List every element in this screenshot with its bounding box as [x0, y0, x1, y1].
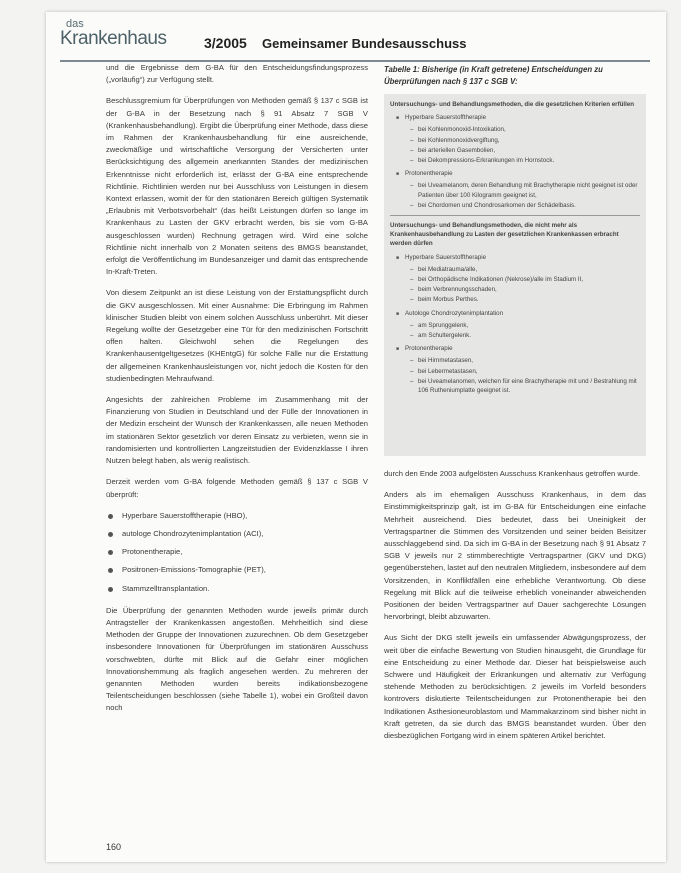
table-item: – bei Uveamelanom, deren Behandlung mit Brachytherapie nicht geeignet ist oder Patienten über 100 Kilogramm geeignet ist,: [410, 181, 640, 199]
page-number: 160: [106, 842, 122, 852]
list-item: Stammzelltransplantation.: [106, 583, 368, 595]
paragraph: Von diesem Zeitpunkt an ist diese Leistung von der Erstattungspflicht durch die GKV ausgeschlossen. Mit einer Ausnahme: Die Erbringung im Rahmen klinischer Studien bleibt von einem solchen Ausschluss unberührt. Mit dieser Regelung wollte der Gesetzgeber eine Tür für den medizinischen Fortschritt offen halten. Gleichwohl sehen die Regelungen des Krankenhausentgeltgesetzes (KHEntgG) für solche Fälle nur die Erstattung der allgemeinen Krankenhausleistungen vor, nicht jedoch die Kosten für den studienbedingten Mehraufwand.: [106, 288, 368, 383]
journal-logo-prefix: das: [66, 18, 84, 30]
table-group-name: ■ Hyperbare Sauerstofftherapie: [396, 113, 640, 123]
section-title: Gemeinsamer Bundesausschuss: [262, 36, 467, 51]
table-item: – beim Verbrennungsschaden,: [410, 285, 640, 294]
table-section-heading: Untersuchungs- und Behandlungsmethoden, die die gesetzlichen Kriterien erfüllen: [390, 101, 635, 108]
table-item: – bei Lebermetastasen,: [410, 367, 640, 376]
paragraph: durch den Ende 2003 aufgelösten Ausschuss Krankenhaus getroffen wurde.: [384, 469, 641, 478]
methods-list: [106, 510, 368, 595]
table-item: – beim Morbus Perthes.: [410, 295, 640, 304]
table-item: – bei Chordomen und Chondrosarkomen der Schädelbasis.: [410, 201, 640, 210]
table-item: – bei Orthopädische Indikationen (Nekrose)/alle im Stadium II,: [410, 275, 640, 284]
list-item: Positronen-Emissions-Tomographie (PET),: [106, 564, 368, 576]
left-column: [106, 62, 368, 724]
issue-number: 3/2005: [204, 35, 247, 51]
page-header: [60, 18, 660, 66]
paragraph: Beschlussgremium für Überprüfungen von Methoden gemäß § 137 c SGB ist der G-BA in der Besetzung nach § 91 Absatz 7 SGB V (Krankenhausbehandlung). Ergibt die Überprüfung einer Methode, dass diese im Rahmen der Krankenhausbehandlung für eine ausreichende, zweckmäßige und wirtschaftliche Versorgung der Versicherten unter Berücksichtigung des allgemein anerkannten Standes der medizinischen Erkenntnisse nicht erforderlich ist, erlässt der G-BA eine entsprechende Richtlinie. Richtlinien werden nur bei Ausschluss von Leistungen in diesem Kontext erlassen, womit der für den stationären Bereich gültigen Systematik „Erlaubnis mit Verbotsvorbehalt“ (das heißt Leistungen dürfen so lange im Krankenhaus zu Lasten der GKV erbracht werden, bis sie vom G-BA ausgeschlossen wurden) Rechnung getragen wird. Wird eine solche Richtlinie nicht innerhalb von 2 Monaten seitens des BMGS beanstandet, erfolgt die Veröffentlichung im Bundesanzeiger und damit das entsprechende In-Kraft-Treten.: [106, 96, 368, 277]
list-item: Hyperbare Sauerstofftherapie (HBO),: [106, 510, 368, 522]
table-group-list: [410, 265, 640, 305]
table-group-list: [410, 125, 640, 165]
table-item: – bei Dekompressions-Erkrankungen im Hornstock.: [410, 156, 640, 165]
paragraph: Die Überprüfung der genannten Methoden wurde jeweils primär durch Antragsteller der Krankenkassen angestoßen. Mehrheitlich sind diese Methoden der Gruppe der Innovationen zuzurechnen. Ob dem Gesetzgeber insbesondere Innovationen für Überprüfungen im stationären Ausschuss vorschwebten, dürfte mit Blick auf die Gefahr einer möglichen Innovationshemmung als fraglich angesehen werden. Zu mehreren der genannten Methoden wurden bereits indikationsbezogene Teilentscheidungen beschlossen (siehe Tabelle 1), wobei ein Großteil davon noch: [106, 605, 368, 713]
table-group-list: [410, 356, 640, 395]
table-item: – bei Kohlenmonoxid-Intoxikation,: [410, 125, 640, 134]
table-group-name: ■ Autologe Chondrozytenimplantation: [396, 309, 640, 319]
decisions-table: [384, 94, 646, 456]
table-item: – am Schultergelenk.: [410, 331, 640, 340]
paragraph: Anders als im ehemaligen Ausschuss Krankenhaus, in dem das Einstimmigkeitsprinzip galt, ist im G-BA für Entscheidungen eine einfache Mehrheit ausreichend. Dies bedeutet, dass bei Uneinigkeit der Vertragspartner die Stimmen des Vorsitzenden und seiner beiden Beisitzer ausschlaggebend sind. Da sich im G-BA in der Besetzung nach § 91 Absatz 7 SGB V jeweils nur 2 stimmberechtigte Vertragspartner (GKV und DKG) gegenüberstehen, lastet auf den neutralen Mitgliedern, insbesondere auf dem Vorsitzenden, in Konfliktfällen eine erhebliche Verantwortung. Ob diese Regelung mit Blick auf die teilweise erheblich voneinander abweichenden Positionen der beiden Vertragspartner auf Dauer sachgerechte Lösungen hervorbringt, bleibt abzuwarten.: [384, 490, 646, 622]
table-item: – bei Uveamelanomen, welchen für eine Brachytherapie mit und / Bestrahlung mit 106 Rutheniumplatte geeignet ist.: [410, 377, 640, 395]
paragraph: Derzeit werden vom G-BA folgende Methoden gemäß § 137 c SGB V überprüft:: [106, 477, 368, 499]
table-item: – bei Kohlenmonoxidvergiftung,: [410, 136, 640, 145]
table-group-name: ■ Hyperbare Sauerstofftherapie: [396, 253, 640, 263]
table-item: – bei Hirnmetastasen,: [410, 356, 640, 365]
table-section-heading: Untersuchungs- und Behandlungsmethoden, die nicht mehr als Krankenhausbehandlung zu Lasten der gesetzlichen Krankenkassen erbracht werden dürfen: [390, 222, 619, 248]
table-group-list: [410, 181, 640, 210]
table-group-name: ■ Protonentherapie: [396, 169, 640, 179]
right-column: [384, 468, 646, 751]
list-item: Protonentherapie,: [106, 546, 368, 558]
table-item: – bei Mediatrauma/alle,: [410, 265, 640, 274]
table-group-name: ■ Protonentherapie: [396, 344, 640, 354]
table-group-list: [410, 321, 640, 340]
paragraph: Angesichts der zahlreichen Probleme im Zusammenhang mit der Finanzierung von Studien in Deutschland und der Fülle der Innovationen in der Medizin erscheint der Wunsch der Krankenkassen, alle neuen Methoden im stationären Sektor gesetzlich vor deren Einsatz zu verbieten, wenn sie in randomisierten und kontrollierten Langzeitstudien der Evidenzklasse I ihren Nutzen belegt haben, als wenig realistisch.: [106, 395, 368, 466]
table-divider: [390, 215, 640, 216]
table-item: – bei arteriellen Gasembolien,: [410, 146, 640, 155]
paragraph: Aus Sicht der DKG stellt jeweils ein umfassender Abwägungsprozess, der weit über die einfache Bewertung von Studien hinausgeht, die Grundlage für eine Entscheidung zu einer Methode dar. Dieser hat beispielsweise auch Schwere und Häufigkeit der Erkrankungen und alternativ zur Verfügung stehende Methoden zu berücksichtigen. 2 jeweils im Vorfeld besonders kontrovers diskutierte Teilentscheidungen zur Protonentherapie bei den Indikationen Ästhesioneuroblastom und Mammakarzinom sind bisher nicht in Kraft getreten, da sie durch das BMGS beanstandet wurden. Über den diesbezüglichen Fortgang wird in einem späteren Artikel berichtet.: [384, 633, 646, 741]
paragraph: und die Ergebnisse dem G-BA für den Entscheidungsfindungsprozess („vorläufig“) zur Verfügung stellt.: [106, 63, 368, 85]
journal-logo: Krankenhaus: [60, 28, 167, 49]
table-title: Tabelle 1: Bisherige (in Kraft getretene) Entscheidungen zu Überprüfungen nach § 137 c SGB V:: [384, 65, 603, 86]
list-item: autologe Chondrozytenimplantation (ACI),: [106, 528, 368, 540]
table-item: – am Sprunggelenk,: [410, 321, 640, 330]
